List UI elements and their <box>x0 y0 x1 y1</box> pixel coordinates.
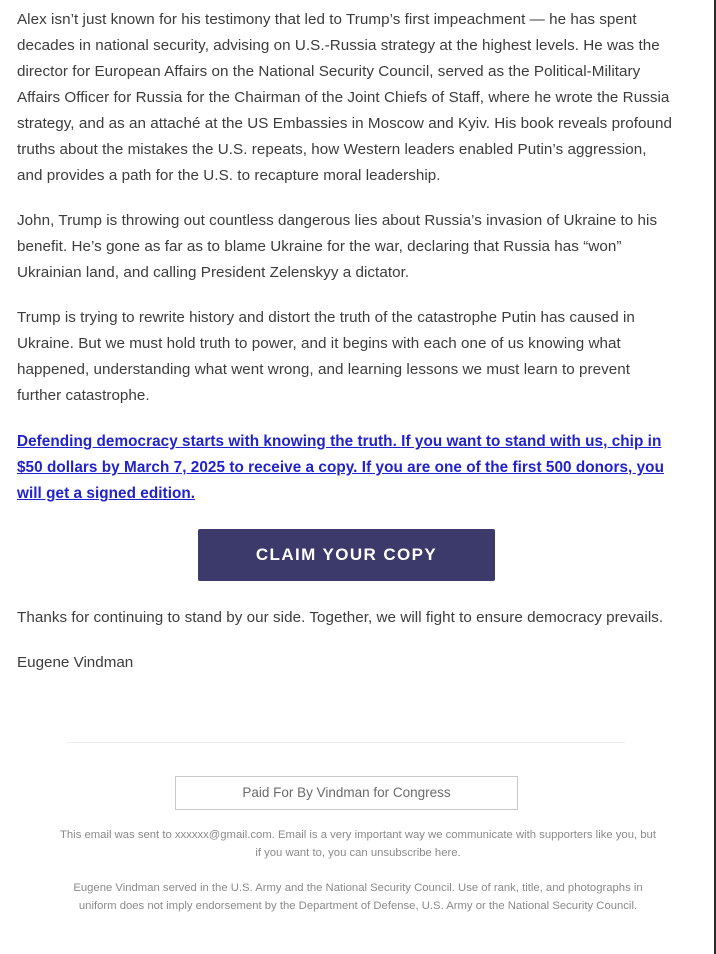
email-footer <box>0 742 716 915</box>
signoff-block <box>17 605 672 676</box>
footer-divider <box>67 742 625 743</box>
cta-button-row <box>17 529 672 581</box>
signature-name: Eugene Vindman <box>17 654 134 671</box>
paragraph-rewrite-history: Trump is trying to rewrite history and distort the truth of the catastrophe Putin has caused in Ukraine. But we must hold truth to power, and it begins with each one of us knowing what happened, understanding what went wrong, and learning lessons we must learn to prevent further catastrophe. <box>17 309 635 404</box>
military-disclaimer: Eugene Vindman served in the U.S. Army and the National Security Council. Use of rank, title, and photographs in uniform does not imply endorsement by the Department of Defense, U.S. Army or the National Security Council. <box>73 882 643 912</box>
cta-link-block <box>17 429 667 507</box>
paragraph-bio: Alex isn’t just known for his testimony that led to Trump’s first impeachment — he has spent decades in national security, advising on U.S.-Russia strategy at the highest levels. He was the director for European Affairs on the National Security Council, served as the Political-Military Affairs Officer for Russia for the Chairman of the Joint Chiefs of Staff, where he wrote the Russia strategy, and as an attaché at the US Embassies in Moscow and Kyiv. His book reveals profound truths about the mistakes the U.S. repeats, how Western leaders enabled Putin’s aggression, and provides a path for the U.S. to recapture moral leadership. <box>17 11 672 184</box>
closing-paragraph: Thanks for continuing to stand by our side. Together, we will fight to ensure democracy prevails. <box>17 609 664 626</box>
paragraph-trump-lies: John, Trump is throwing out countless dangerous lies about Russia’s invasion of Ukraine to his benefit. He’s gone as far as to blame Ukraine for the war, declaring that Russia has “won” Ukrainian land, and calling President Zelenskyy a dictator. <box>17 212 658 281</box>
claim-your-copy-button[interactable]: CLAIM YOUR COPY <box>198 529 495 581</box>
paid-for-row <box>0 776 716 810</box>
donate-cta-link[interactable]: Defending democracy starts with knowing the truth. If you want to stand with us, chip in $50 dollars by March 7, 2025 to receive a copy. If you are one of the first 500 donors, you will get a signed edition. <box>17 433 664 502</box>
paid-for-by-badge: Paid For By Vindman for Congress <box>175 776 518 810</box>
unsubscribe-notice[interactable]: This email was sent to xxxxxx@gmail.com. Email is a very important way we communicate with supporters like you, but if you want to, you can unsubscribe here. <box>60 829 656 859</box>
